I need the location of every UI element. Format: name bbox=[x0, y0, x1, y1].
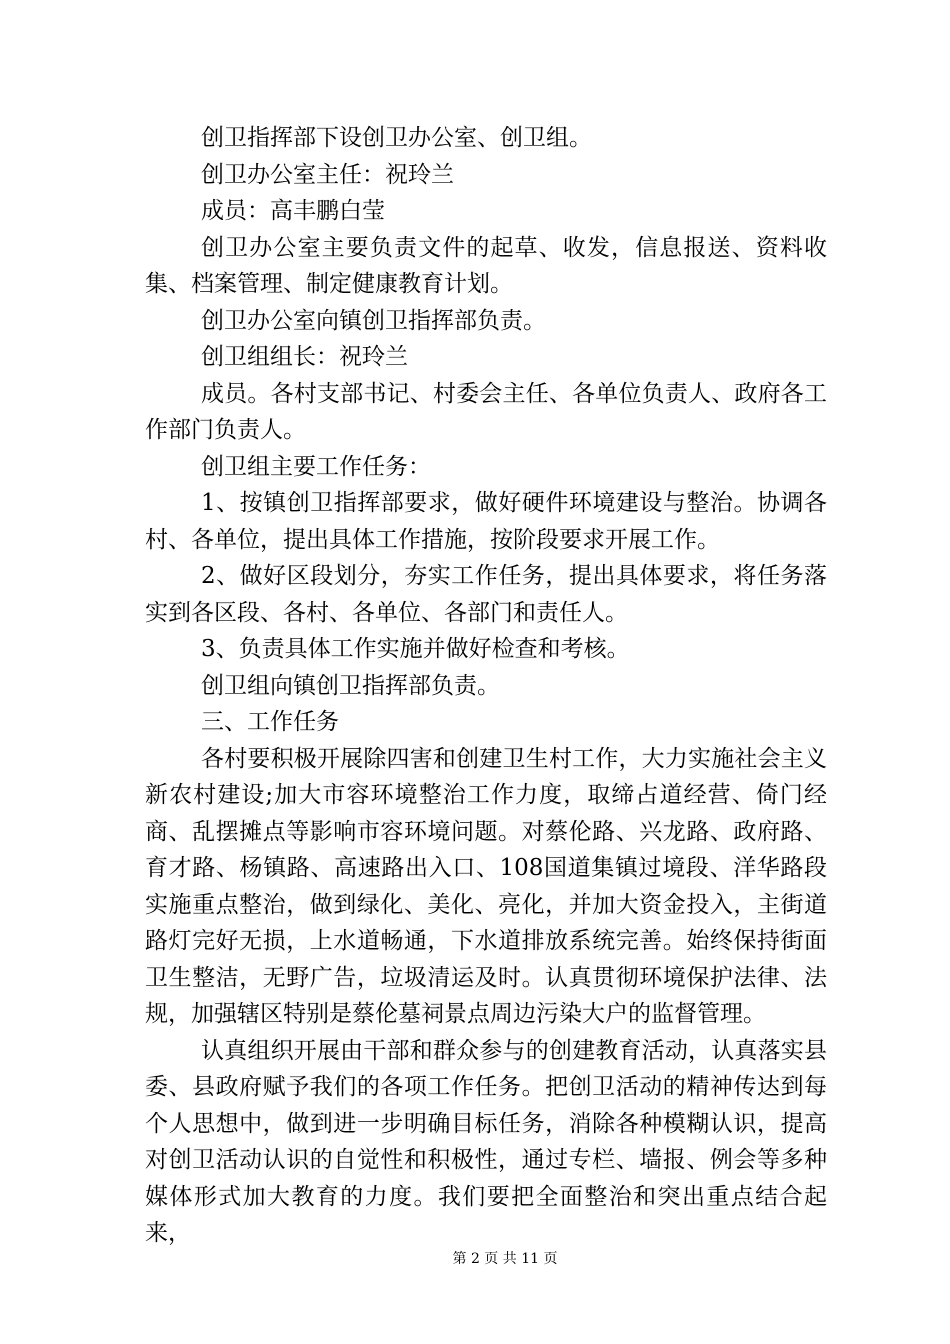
paragraph: 成员。各村支部书记、村委会主任、各单位负责人、政府各工作部门负责人。 bbox=[145, 380, 827, 443]
document-body bbox=[145, 120, 827, 1252]
paragraph: 认真组织开展由干部和群众参与的创建教育活动，认真落实县委、县政府赋予我们的各项工作任务。把创卫活动的精神传达到每个人思想中，做到进一步明确目标任务，消除各种模糊认识，提高对创卫活动认识的自觉性和积极性，通过专栏、墙报、例会等多种媒体形式加大教育的力度。我们要把全面整治和突出重点结合起来， bbox=[145, 1037, 827, 1246]
paragraph: 1、按镇创卫指挥部要求，做好硬件环境建设与整治。协调各村、各单位，提出具体工作措施，按阶段要求开展工作。 bbox=[145, 490, 827, 553]
paragraph: 创卫办公室主任：祝玲兰 bbox=[201, 161, 454, 188]
paragraph: 各村要积极开展除四害和创建卫生村工作，大力实施社会主义新农村建设;加大市容环境整治工作力度，取缔占道经营、倚门经商、乱摆摊点等影响市容环境问题。对蔡伦路、兴龙路、政府路、育才路、杨镇路、高速路出入口、108国道集镇过境段、洋华路段实施重点整治，做到绿化、美化、亮化，并加大资金投入，主街道路灯完好无损，上水道畅通，下水道排放系统完善。始终保持街面卫生整洁，无野广告，垃圾清运及时。认真贯彻环境保护法律、法规，加强辖区特别是蔡伦墓祠景点周边污染大户的监督管理。 bbox=[145, 745, 827, 1027]
section-heading: 三、工作任务 bbox=[201, 709, 339, 735]
paragraph: 创卫组主要工作任务： bbox=[201, 453, 431, 480]
paragraph: 成员：高丰鹏白莹 bbox=[201, 198, 385, 224]
page-footer: 第 2 页 共 11 页 bbox=[452, 1251, 558, 1267]
paragraph: 创卫办公室向镇创卫指挥部负责。 bbox=[201, 307, 546, 334]
paragraph: 2、做好区段划分，夯实工作任务，提出具体要求，将任务落实到各区段、各村、各单位、各部门和责任人。 bbox=[145, 563, 827, 626]
paragraph: 创卫指挥部下设创卫办公室、创卫组。 bbox=[201, 125, 592, 151]
paragraph: 创卫办公室主要负责文件的起草、收发，信息报送、资料收集、档案管理、制定健康教育计划。 bbox=[145, 234, 827, 297]
paragraph: 创卫组组长：祝玲兰 bbox=[201, 344, 408, 370]
paragraph: 创卫组向镇创卫指挥部负责。 bbox=[201, 672, 500, 699]
paragraph: 3、负责具体工作实施并做好检查和考核。 bbox=[201, 636, 630, 662]
